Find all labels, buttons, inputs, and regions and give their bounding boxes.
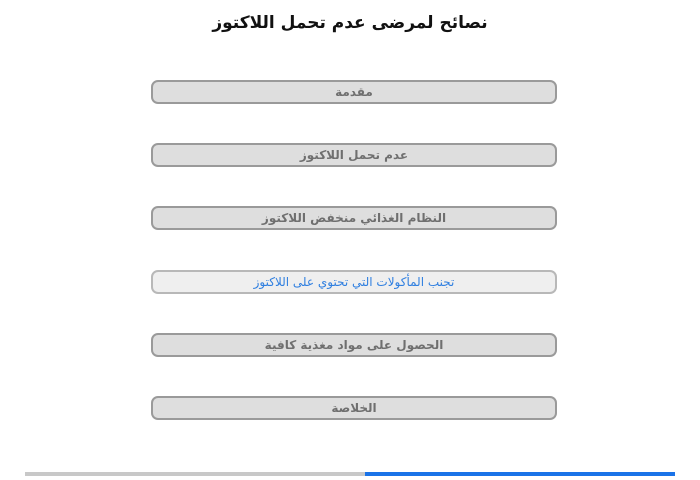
menu-item-lactose-intolerance[interactable]: عدم تحمل اللاكتوز (151, 143, 557, 167)
progress-bar-fill (365, 472, 675, 476)
menu-item-introduction[interactable]: مقدمة (151, 80, 557, 104)
menu-item-low-lactose-diet[interactable]: النظام الغذائي منخفض اللاكتوز (151, 206, 557, 230)
menu-item-adequate-nutrients[interactable]: الحصول على مواد مغذية كافية (151, 333, 557, 357)
menu-item-avoid-lactose-foods[interactable]: تجنب المأكولات التي تحتوي على اللاكتوز (151, 270, 557, 294)
page-title: نصائح لمرضى عدم تحمل اللاكتوز (212, 13, 488, 33)
progress-bar-track (25, 472, 675, 476)
menu-item-conclusion[interactable]: الخلاصة (151, 396, 557, 420)
